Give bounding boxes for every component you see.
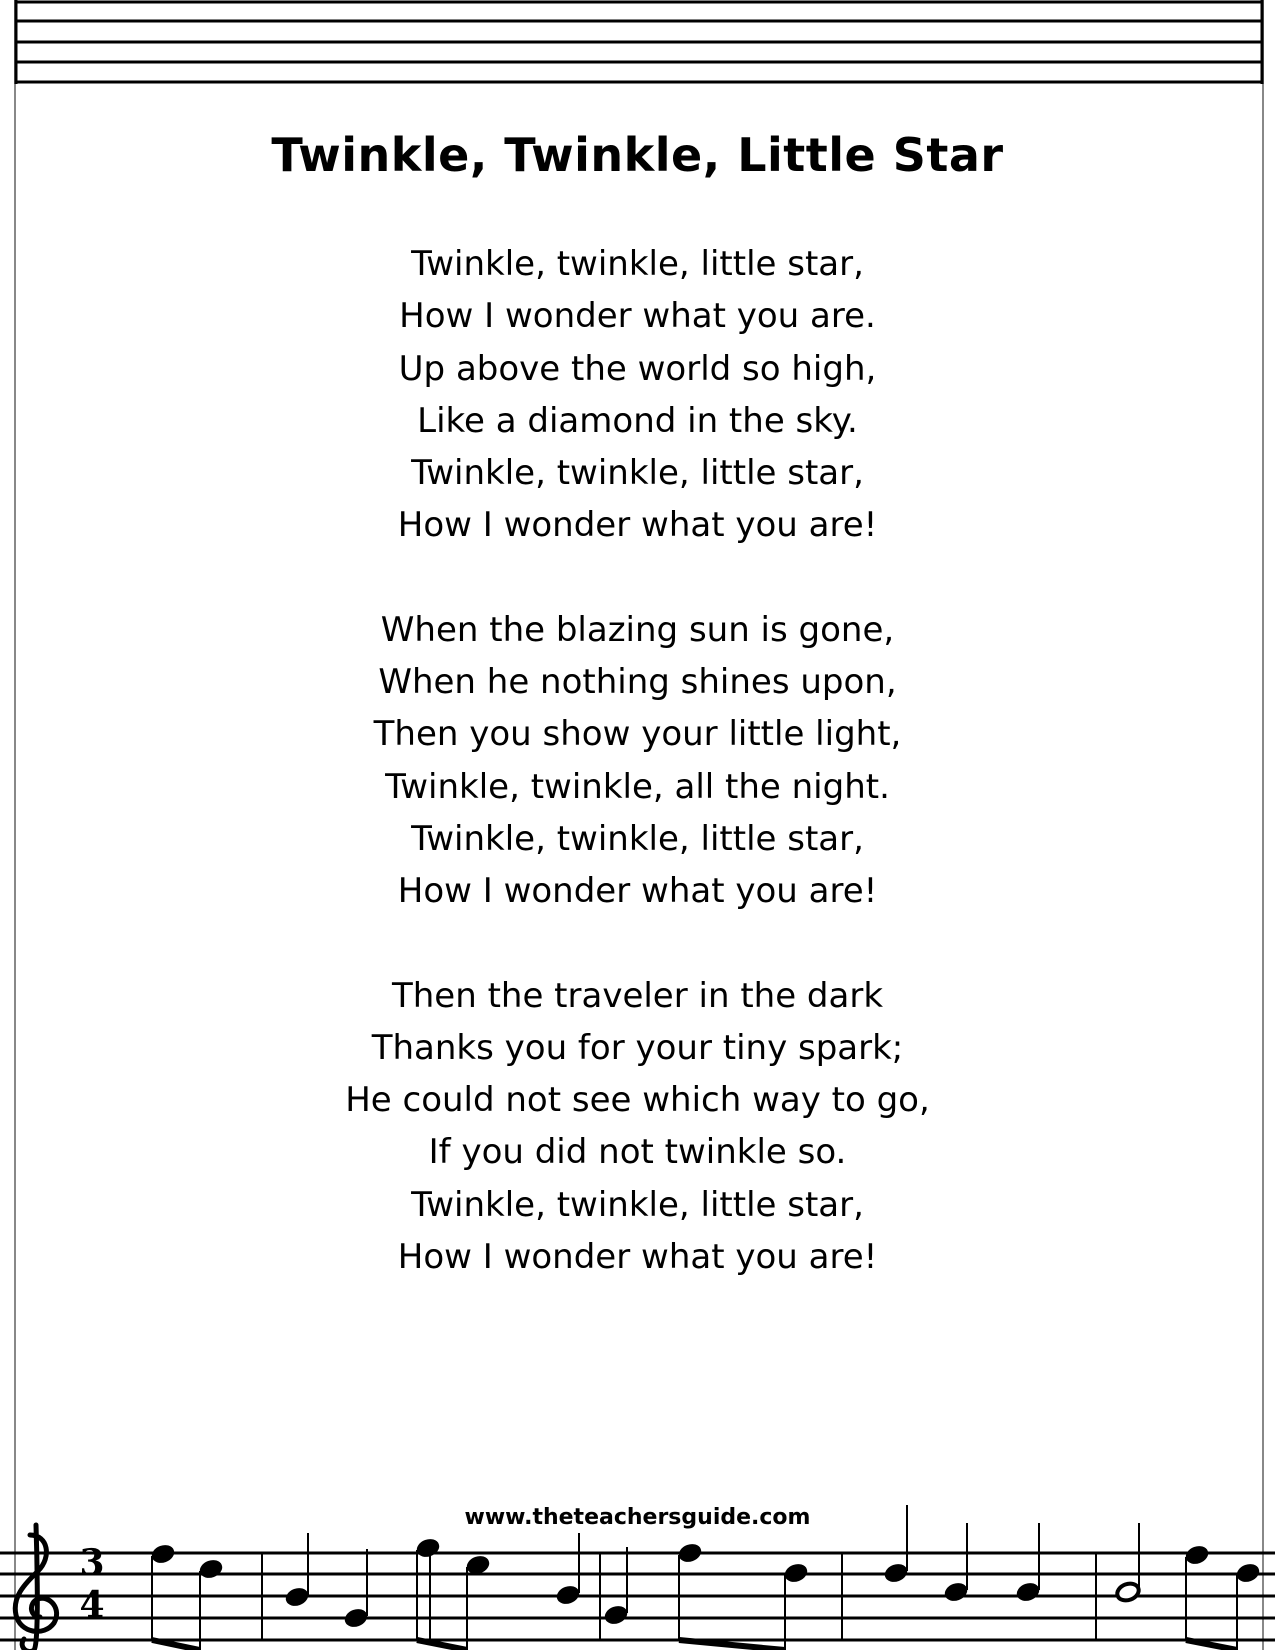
bottom-music-staff [0, 1505, 1275, 1650]
lyric-line: Twinkle, twinkle, little star, [411, 1184, 864, 1225]
lyric-line: Twinkle, twinkle, all the night. [385, 766, 890, 807]
lyric-line: He could not see which way to go, [345, 1080, 930, 1121]
stanza-3 [0, 970, 1275, 1284]
website-url-text: www.theteachersguide.com [464, 1505, 811, 1530]
staff-lines [0, 1553, 1275, 1640]
lyric-line: Twinkle, twinkle, little star, [411, 818, 864, 859]
stanza-1 [0, 238, 1275, 552]
lyric-line: Twinkle, twinkle, little star, [411, 453, 864, 494]
lyrics [0, 238, 1275, 1335]
lyric-line: How I wonder what you are! [397, 871, 878, 912]
song-title: Twinkle, Twinkle, Little Star [271, 128, 1004, 182]
lyric-line: Twinkle, twinkle, little star, [411, 244, 864, 284]
lyric-line: Thanks you for your tiny spark; [371, 1027, 904, 1068]
lyric-line: When he nothing shines upon, [378, 662, 897, 703]
lyric-line: How I wonder what you are! [397, 505, 878, 546]
treble-clef-icon [15, 1525, 56, 1650]
time-signature-top: 3 [79, 1542, 105, 1584]
lyric-line: How I wonder what you are! [397, 1237, 878, 1278]
lyric-line: If you did not twinkle so. [428, 1132, 847, 1173]
time-signature-bottom: 4 [79, 1584, 105, 1626]
lyric-line: How I wonder what you are. [399, 296, 876, 337]
lyric-line: Then you show your little light, [373, 714, 902, 755]
music-notes [150, 1505, 1261, 1650]
lyric-line: Up above the world so high, [398, 348, 877, 389]
top-music-staff [14, 0, 1264, 90]
lyric-line: Then the traveler in the dark [391, 975, 884, 1016]
lyric-line: When the blazing sun is gone, [380, 609, 895, 650]
lyric-line: Like a diamond in the sky. [417, 400, 858, 441]
stanza-2 [0, 604, 1275, 918]
